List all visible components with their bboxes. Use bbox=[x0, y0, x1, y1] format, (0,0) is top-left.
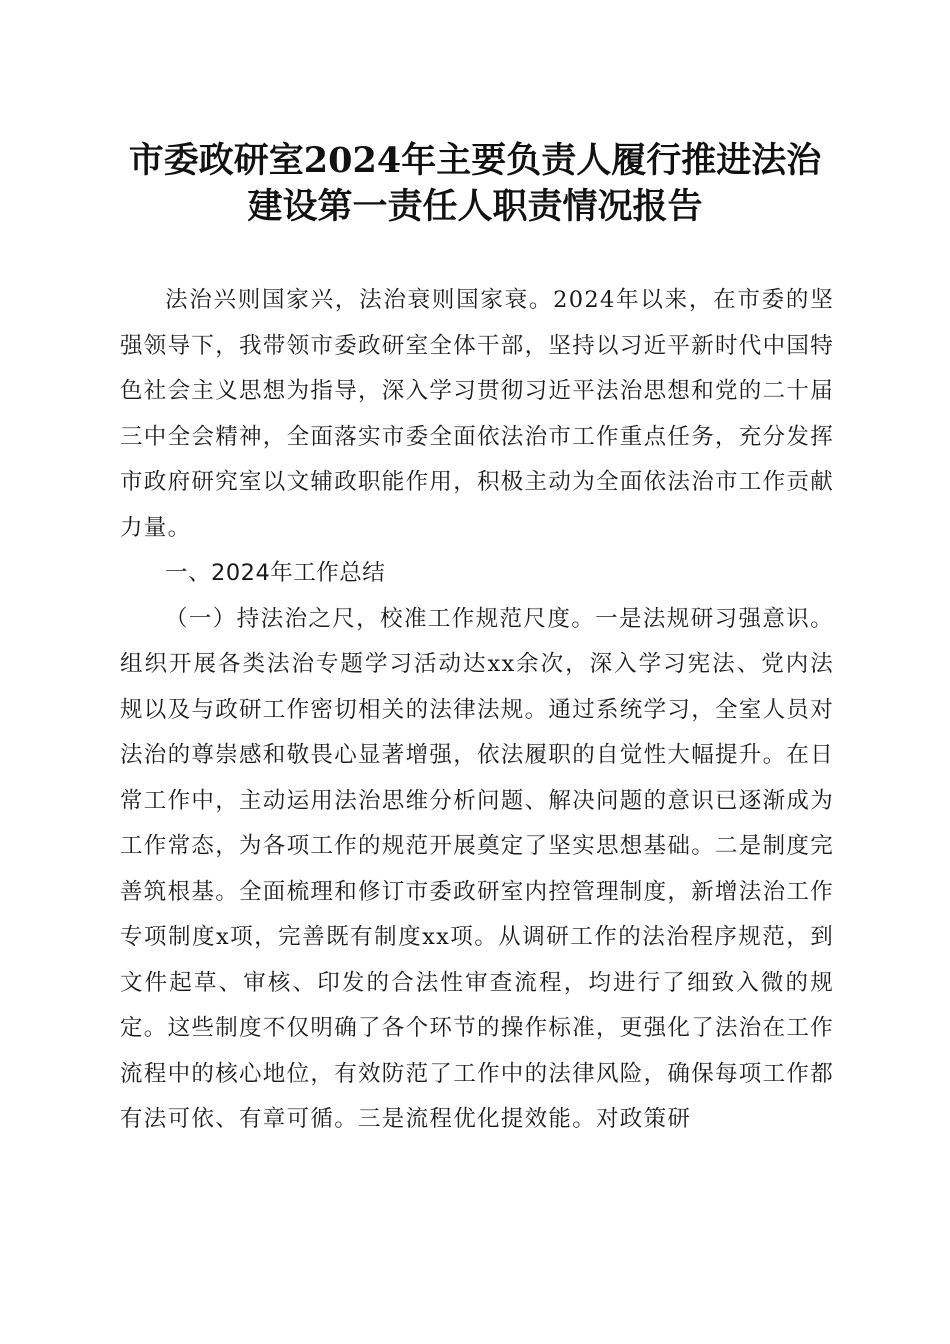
title-line-1: 市委政研室2024年主要负责人履行推进法治 bbox=[128, 140, 822, 181]
subsection-heading: （一）持法治之尺，校准工作规范尺度。 bbox=[165, 605, 596, 632]
intro-paragraph: 法治兴则国家兴，法治衰则国家衰。2024年以来，在市委的坚强领导下，我带领市委政研室全体干部，坚持以习近平新时代中国特色社会主义思想为指导，深入学习贯彻习近平法治思想和党的二十届三中全会精神，全面落实市委全面依法治市工作重点任务，充分发挥市政府研究室以文辅政职能作用，积极主动为全面依法治市工作贡献力量。 bbox=[120, 287, 835, 541]
document-body bbox=[120, 278, 834, 1143]
document-title bbox=[100, 138, 850, 230]
section-heading: 一、2024年工作总结 bbox=[165, 560, 386, 586]
title-line-2: 建设第一责任人职责情况报告 bbox=[247, 186, 703, 227]
subsection-body: 一是法规研习强意识。组织开展各类法治专题学习活动达xx余次，深入学习宪法、党内法规以及与政研工作密切相关的法律法规。通过系统学习，全室人员对法治的尊崇感和敬畏心显著增强，依法履职的自觉性大幅提升。在日常工作中，主动运用法治思维分析问题、解决问题的意识已逐渐成为工作常态，为各项工作的规范开展奠定了坚实思想基础。二是制度完善筑根基。全面梳理和修订市委政研室内控管理制度，新增法治工作专项制度x项，完善既有制度xx项。从调研工作的法治程序规范，到文件起草、审核、印发的合法性审查流程，均进行了细致入微的规定。这些制度不仅明确了各个环节的操作标准，更强化了法治在工作流程中的核心地位，有效防范了工作中的法律风险，确保每项工作都有法可依、有章可循。三是流程优化提效能。对政策研 bbox=[120, 605, 835, 1132]
subsection-paragraph bbox=[120, 597, 834, 1143]
